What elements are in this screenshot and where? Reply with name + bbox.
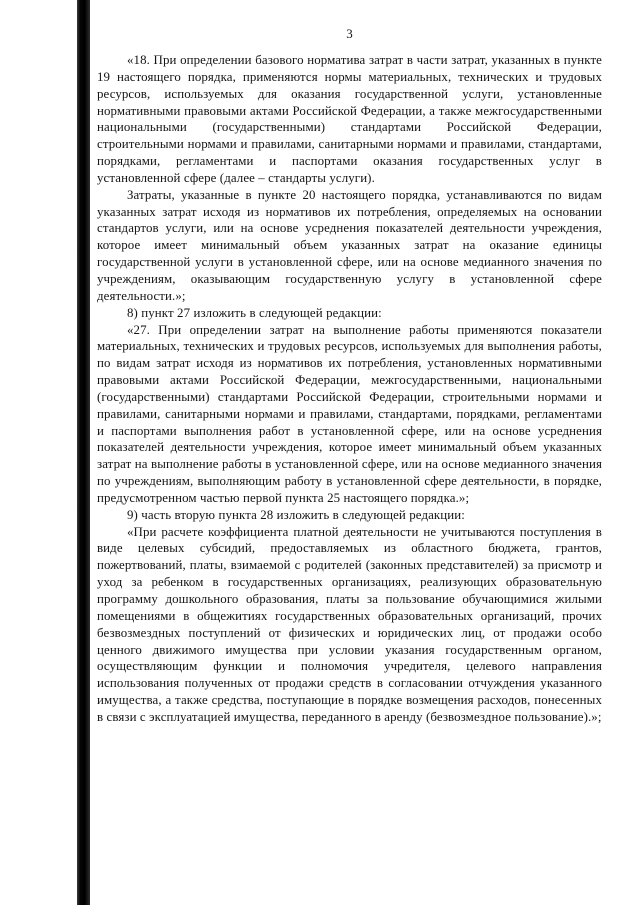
page-number: 3 [346, 26, 353, 41]
paragraph: «При расчете коэффициента платной деятельности не учитываются поступления в виде целевых субсидий, предоставляемых из областного бюджета, грантов, пожертвований, платы, взимаемой с родителей (законных представителей) за присмотр и уход за ребенком в государственных организациях, реализующих образовательную программу дошкольного образования, платы за пользование обучающимися жилыми помещениями в общежитиях государственных образовательных организаций, прочих безвозмездных поступлений от физических и юридических лиц, от продажи особо ценного движимого имущества при условии указания государственным органом, осуществляющим функции и полномочия учредителя, целевого направления использования полученных от продажи средств в согласовании отчуждения указанного имущества, а также средства, поступающие в порядке возмещения расходов, понесенных в связи с эксплуатацией имущества, переданного в аренду (безвозмездное пользование).»; [97, 524, 602, 724]
paragraph: Затраты, указанные в пункте 20 настоящего порядка, устанавливаются по видам указанных затрат исходя из нормативов их потребления, определяемых на основании стандартов услуги, или на основе усреднения показателей деятельности учреждения, которое имеет минимальный объем указанных затрат на оказание единицы государственной услуги в установленной сфере, или на основе медианного значения по учреждениям, оказывающим государственную услугу в установленной сфере деятельности.»; [97, 187, 602, 303]
scan-binding-edge [77, 0, 90, 905]
paragraph: 9) часть вторую пункта 28 изложить в следующей редакции: [127, 507, 465, 522]
paragraph: «27. При определении затрат на выполнение работы применяются показатели материальных, технических и трудовых ресурсов, используемых для выполнения работы, по видам затрат исходя из нормативов их потребления, установленных нормативными правовыми актами Российской Федерации, межгосударственными, национальными (государственными) стандартами Российской Федерации, строительными нормами и правилами, санитарными нормами и правилами, стандартами, порядками, регламентами и паспортами выполнения работ в установленной сфере, или на основе усреднения показателей деятельности учреждения, которое имеет минимальный объем указанных затрат на выполнение работы в установленной сфере, или на основе медианного значения по учреждениям, выполняющим работу в установленной сфере деятельности, в порядке, предусмотренном частью первой пункта 25 настоящего порядка.»; [97, 322, 602, 505]
paragraph: «18. При определении базового норматива затрат в части затрат, указанных в пункте 19 настоящего порядка, применяются нормы материальных, технических и трудовых ресурсов, используемых для оказания государственной услуги, установленные нормативными правовыми актами Российской Федерации, а также межгосударственными национальными (государственными) стандартами Российской Федерации, строительными нормами и правилами, санитарными нормами и правилами, стандартами, порядками, регламентами и паспортами оказания государственных услуг в установленной сфере (далее – стандарты услуги). [97, 53, 602, 185]
page-content [97, 26, 602, 726]
paragraph: 8) пункт 27 изложить в следующей редакции: [127, 305, 382, 320]
